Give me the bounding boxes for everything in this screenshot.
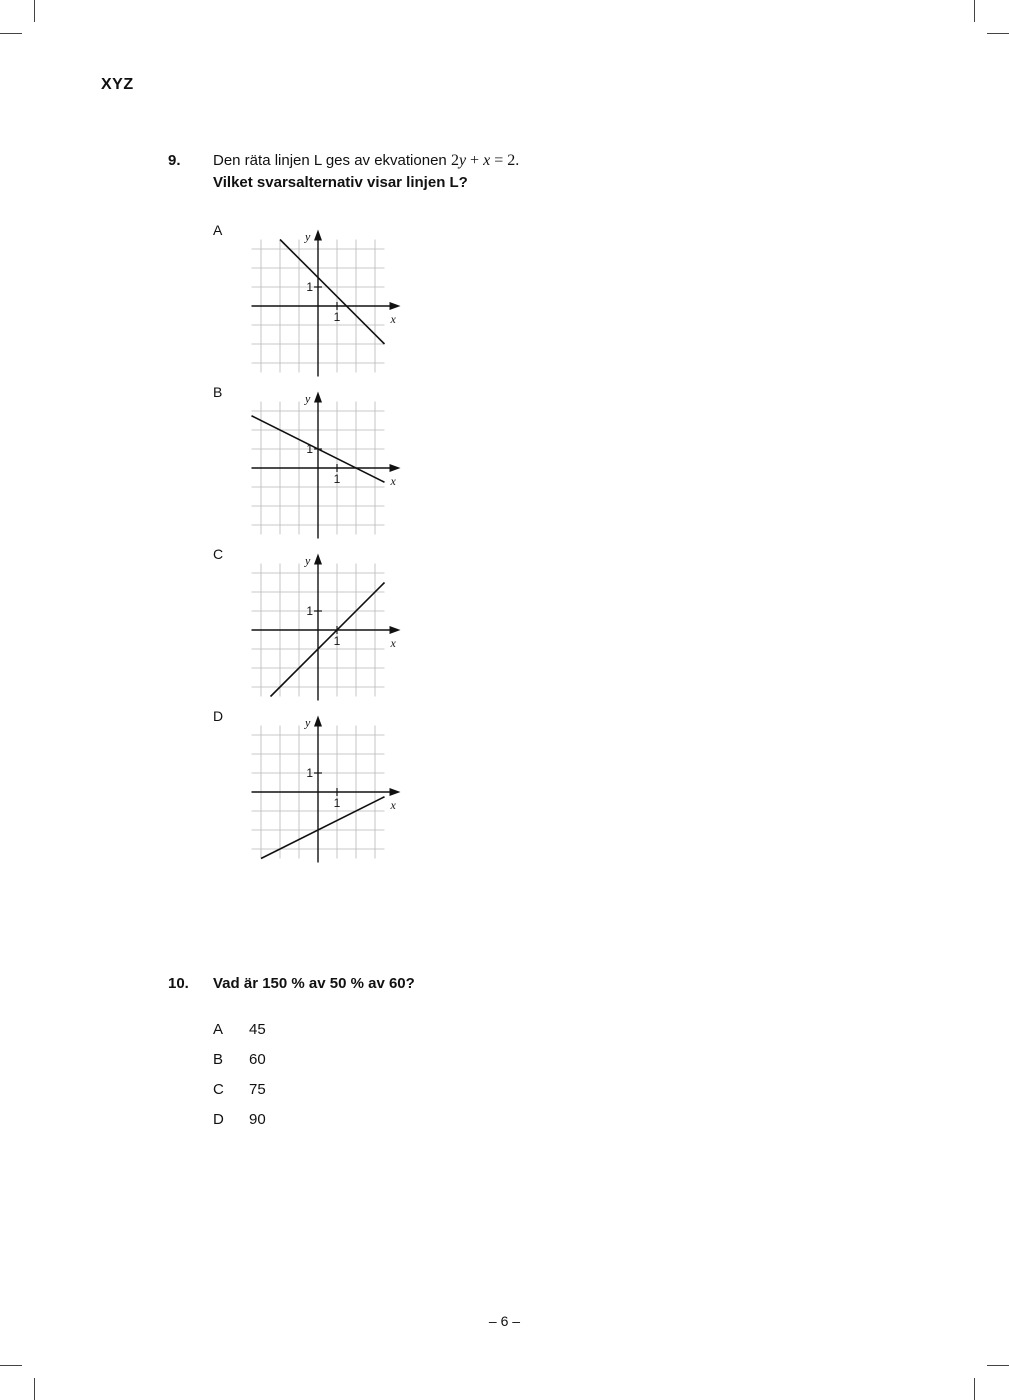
y-axis-label: y bbox=[305, 229, 311, 244]
eq-end: . bbox=[515, 152, 520, 169]
crop-mark bbox=[987, 1365, 1009, 1366]
option-graph-c[interactable] bbox=[245, 546, 405, 706]
option-graph-b[interactable] bbox=[245, 384, 405, 544]
exam-code: XYZ bbox=[101, 76, 134, 93]
page-number: – 6 – bbox=[488, 1313, 521, 1329]
question-prompt: Vad är 150 % av 50 % av 60? bbox=[213, 975, 415, 992]
x-tick-label: 1 bbox=[333, 634, 341, 648]
y-tick-label: 1 bbox=[306, 442, 313, 456]
option-letter-a[interactable]: A bbox=[213, 222, 223, 238]
question-intro bbox=[213, 150, 519, 172]
option-value: 45 bbox=[249, 1021, 266, 1038]
crop-mark bbox=[34, 1378, 35, 1400]
x-axis-label: x bbox=[390, 474, 396, 488]
x-axis-arrow-icon bbox=[390, 302, 401, 310]
option-value: 60 bbox=[249, 1051, 266, 1068]
graph-line bbox=[271, 583, 385, 697]
eq-plus: + bbox=[466, 152, 484, 169]
crop-mark bbox=[0, 1365, 22, 1366]
option-letter-b[interactable]: B bbox=[213, 384, 223, 400]
option-letter: B bbox=[213, 1051, 224, 1068]
question-number: 9. bbox=[168, 152, 181, 169]
y-axis-arrow-icon bbox=[314, 230, 322, 241]
crop-mark bbox=[987, 33, 1009, 34]
y-tick-label: 1 bbox=[306, 766, 313, 780]
question-text bbox=[213, 973, 415, 995]
x-tick-label: 1 bbox=[333, 472, 341, 486]
x-tick-label: 1 bbox=[333, 796, 341, 810]
answer-option-b[interactable] bbox=[213, 1051, 266, 1068]
option-value: 90 bbox=[249, 1111, 266, 1128]
y-axis-arrow-icon bbox=[314, 392, 322, 403]
y-tick-label: 1 bbox=[306, 280, 313, 294]
eq-var-y: y bbox=[458, 152, 467, 169]
option-letter: D bbox=[213, 1111, 224, 1128]
y-axis-arrow-icon bbox=[314, 554, 322, 565]
x-axis-arrow-icon bbox=[390, 788, 401, 796]
x-axis-arrow-icon bbox=[390, 464, 401, 472]
answer-option-c[interactable] bbox=[213, 1081, 266, 1098]
option-letter-c[interactable]: C bbox=[213, 546, 224, 562]
coordinate-graph bbox=[245, 222, 405, 382]
coordinate-graph bbox=[245, 546, 405, 706]
x-axis-label: x bbox=[390, 636, 396, 650]
equation bbox=[451, 152, 519, 169]
coordinate-graph bbox=[245, 384, 405, 544]
eq-var-x: x bbox=[483, 152, 491, 169]
option-letter: A bbox=[213, 1021, 224, 1038]
x-axis-arrow-icon bbox=[390, 626, 401, 634]
eq-rhs: = 2 bbox=[490, 152, 516, 169]
option-graph-a[interactable] bbox=[245, 222, 405, 382]
crop-mark bbox=[974, 1378, 975, 1400]
crop-mark bbox=[0, 33, 22, 34]
option-letter: C bbox=[213, 1081, 224, 1098]
coordinate-graph bbox=[245, 708, 405, 868]
answer-option-d[interactable] bbox=[213, 1111, 266, 1128]
y-tick-label: 1 bbox=[306, 604, 313, 618]
eq-coef: 2 bbox=[450, 152, 459, 169]
question-number: 10. bbox=[168, 975, 189, 992]
y-axis-label: y bbox=[305, 553, 311, 568]
question-prompt: Vilket svarsalternativ visar linjen L? bbox=[213, 174, 468, 191]
answer-option-a[interactable] bbox=[213, 1021, 266, 1038]
crop-mark bbox=[974, 0, 975, 22]
x-axis-label: x bbox=[390, 798, 396, 812]
question-text bbox=[213, 150, 519, 194]
y-axis-arrow-icon bbox=[314, 716, 322, 727]
y-axis-label: y bbox=[305, 391, 311, 406]
option-graph-d[interactable] bbox=[245, 708, 405, 868]
y-axis-label: y bbox=[305, 715, 311, 730]
x-axis-label: x bbox=[390, 312, 396, 326]
question-intro-text: Den räta linjen L ges av ekvationen bbox=[213, 152, 447, 169]
option-letter-d[interactable]: D bbox=[213, 708, 224, 724]
crop-mark bbox=[34, 0, 35, 22]
option-value: 75 bbox=[249, 1081, 266, 1098]
x-tick-label: 1 bbox=[333, 310, 341, 324]
graph-line bbox=[280, 240, 385, 345]
